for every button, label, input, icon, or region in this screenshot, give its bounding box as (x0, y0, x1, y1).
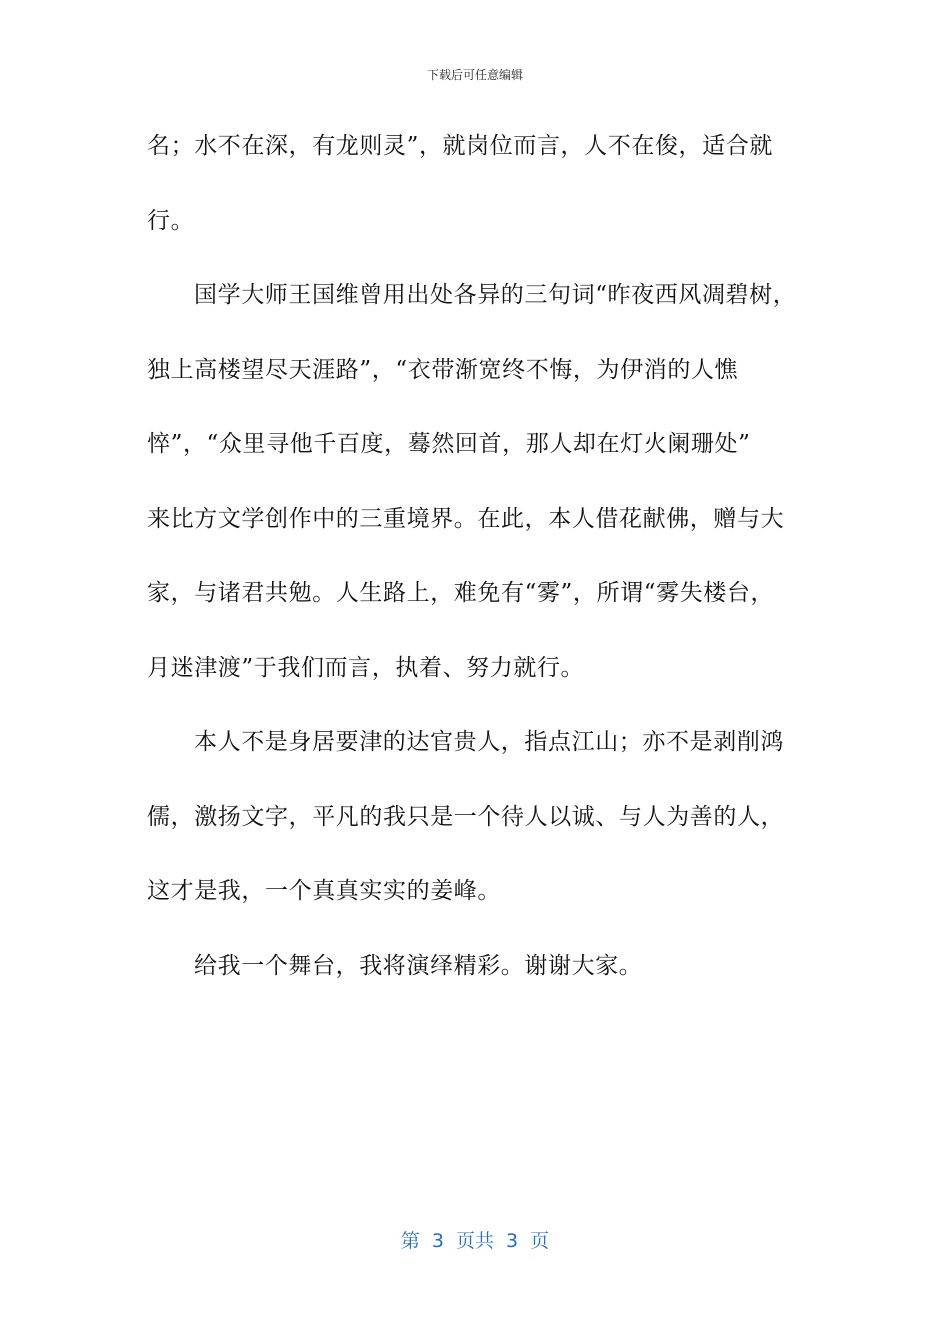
text-line: 名；水不在深，有龙则灵”，就岗位而言，人不在俊，适合就 (147, 133, 773, 159)
paragraph-first-line: 本人不是身居要津的达官贵人，指点江山；亦不是剥削鸿 (194, 729, 784, 755)
text-line: 行。 (147, 207, 195, 234)
text-line: 月迷津渡”于我们而言，执着、努力就行。 (147, 654, 585, 681)
footer-middle: 页共 (455, 1230, 494, 1252)
page-footer (0, 1226, 950, 1253)
total-page-number: 3 (506, 1230, 519, 1252)
paragraph-first-line: 国学大师王国维曾用出处各异的三句词“昨夜西风凋碧树， (194, 282, 797, 308)
footer-suffix: 页 (530, 1230, 550, 1252)
page-header: 下载后可任意编辑 (426, 68, 523, 82)
paragraph-first-line: 给我一个舞台，我将演绎精彩。谢谢大家。 (194, 952, 643, 979)
footer-prefix: 第 (400, 1230, 420, 1252)
text-line: 悴”，“众里寻他千百度，蓦然回首，那人却在灯火阑珊处” (147, 431, 751, 457)
text-line: 独上高楼望尽天涯路”，“衣带渐宽终不悔，为伊消的人憔 (147, 356, 739, 383)
current-page-number: 3 (431, 1230, 444, 1252)
text-line: 儒，激扬文字，平凡的我只是一个待人以诚、与人为善的人， (147, 803, 785, 830)
text-line: 这才是我，一个真真实实的姜峰。 (147, 878, 501, 904)
document-body (147, 124, 807, 1018)
text-line: 来比方文学创作中的三重境界。在此，本人借花献佛，赠与大 (147, 505, 785, 532)
text-line: 家，与诸君共勉。人生路上，难免有“雾”，所谓“雾失楼台， (147, 580, 775, 606)
